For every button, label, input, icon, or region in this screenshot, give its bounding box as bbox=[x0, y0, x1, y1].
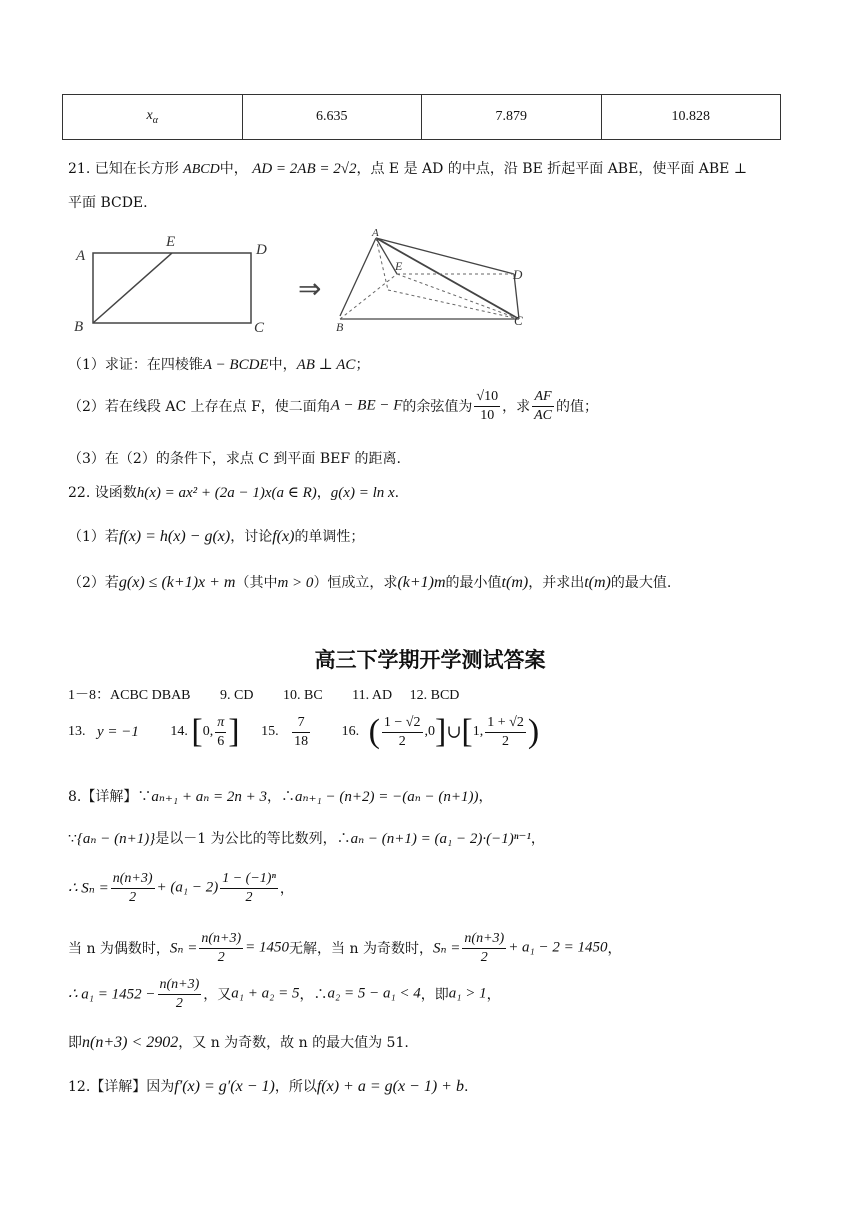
math: = 1450 bbox=[245, 939, 290, 956]
paren-right-icon: ) bbox=[527, 713, 540, 750]
bracket-right-icon: ] bbox=[228, 713, 240, 750]
label-c2: C bbox=[514, 313, 523, 328]
text: 的值； bbox=[556, 399, 598, 415]
answer-14-fraction bbox=[215, 714, 226, 750]
q21-equation: AD = 2AB = 2√2 bbox=[252, 161, 357, 177]
math: a₁ > 1 bbox=[448, 985, 487, 1002]
q21-text-zhong: 中， bbox=[219, 161, 248, 177]
fraction-sqrt10 bbox=[474, 388, 500, 424]
bracket-right-icon: ] bbox=[435, 713, 447, 750]
math-h: h(x) = ax² + (2a − 1)x(a ∈ R) bbox=[136, 485, 317, 501]
answer-10: 10. BC bbox=[282, 688, 323, 703]
denominator: 2 bbox=[217, 949, 225, 965]
sol8-line4 bbox=[68, 930, 622, 966]
text: ， bbox=[486, 987, 501, 1003]
math-tm2: t(m) bbox=[584, 574, 611, 591]
text: ， bbox=[607, 941, 622, 957]
text: 当 n 为偶数时， bbox=[68, 941, 170, 957]
math-f2: f(x) bbox=[272, 528, 295, 545]
math-dihedral: A − BE − F bbox=[330, 397, 403, 414]
math: ∴ a₁ = 1452 − bbox=[68, 986, 156, 1003]
bracket-left-icon: [ bbox=[461, 713, 473, 750]
pyramid-figure bbox=[336, 228, 523, 334]
text: ，讨论 bbox=[230, 529, 273, 545]
text: . bbox=[463, 1079, 469, 1095]
text: ， bbox=[316, 485, 331, 501]
sol8-line3 bbox=[68, 870, 294, 906]
implies-arrow-icon: ⇒ bbox=[298, 274, 322, 305]
math: aₙ₊₁ − (n+2) = −(aₙ − (n+1)) bbox=[295, 789, 479, 805]
numerator: n(n+3) bbox=[462, 930, 506, 949]
math-ineq: g(x) ≤ (k+1)x + m bbox=[118, 574, 236, 591]
fraction bbox=[111, 870, 155, 906]
label-e2: E bbox=[395, 259, 403, 273]
text: . bbox=[394, 485, 400, 501]
text: ，并求出 bbox=[528, 575, 585, 591]
text: ∵ bbox=[68, 831, 77, 847]
numerator: 1 + √2 bbox=[485, 714, 526, 733]
denominator: 10 bbox=[480, 407, 495, 423]
denominator: AC bbox=[534, 407, 552, 423]
edge-ac bbox=[376, 238, 519, 319]
numerator: 1 − (−1)ⁿ bbox=[220, 870, 278, 889]
text: 的最小值 bbox=[445, 575, 502, 591]
denominator: 2 bbox=[129, 889, 137, 905]
q21-abcd: ABCD bbox=[183, 162, 220, 177]
label-d: D bbox=[256, 242, 267, 258]
edge-ab bbox=[340, 238, 376, 316]
numerator: π bbox=[215, 714, 226, 733]
text: 即 bbox=[68, 1035, 82, 1051]
numerator: AF bbox=[532, 388, 554, 407]
fraction bbox=[220, 870, 278, 906]
math-f: f(x) = h(x) − g(x) bbox=[118, 528, 231, 545]
text: 8.【详解】∵ bbox=[68, 789, 152, 805]
table-cell: 6.635 bbox=[242, 95, 422, 140]
math: + (a₁ − 2) bbox=[156, 879, 219, 896]
answers-row2 bbox=[68, 714, 539, 750]
answer-12: 12. BCD bbox=[409, 688, 460, 703]
sol8-line1 bbox=[68, 786, 493, 806]
answer-13-label: 13. bbox=[68, 724, 86, 739]
math: a₁ + a₂ = 5 bbox=[231, 985, 300, 1002]
fraction-af-ac bbox=[532, 388, 554, 424]
math: aₙ₊₁ + aₙ = 2n + 3 bbox=[151, 789, 268, 805]
denominator: 6 bbox=[217, 733, 225, 749]
bracket-left-icon: [ bbox=[191, 713, 203, 750]
math-perp: AB ⊥ AC bbox=[296, 357, 356, 373]
denominator: 2 bbox=[398, 733, 406, 749]
q21-figures bbox=[70, 228, 550, 340]
q22-line1 bbox=[68, 482, 399, 502]
math: f′(x) = g′(x − 1) bbox=[174, 1078, 275, 1095]
text: （2）若 bbox=[68, 575, 119, 591]
text: 是以－1 为公比的等比数列，∴ bbox=[155, 831, 351, 847]
math-m: m > 0 bbox=[277, 575, 314, 591]
math: Sₙ = bbox=[432, 940, 461, 957]
answer-13: y = −1 bbox=[97, 723, 139, 740]
text: ，又 n 为奇数，故 n 的最大值为 51. bbox=[178, 1035, 409, 1051]
text: （1）若 bbox=[68, 529, 119, 545]
denominator: 18 bbox=[294, 733, 309, 749]
text: 的单调性； bbox=[294, 529, 365, 545]
q21-part1 bbox=[68, 354, 369, 374]
denominator: 2 bbox=[245, 889, 253, 905]
text: （其中 bbox=[235, 575, 278, 591]
text: 12.【详解】因为 bbox=[68, 1079, 175, 1095]
edge-ec bbox=[397, 274, 519, 319]
denominator: 2 bbox=[480, 949, 488, 965]
answer-14-left: 0, bbox=[202, 724, 214, 739]
sol8-line2 bbox=[68, 828, 545, 848]
answer-14-label: 14. bbox=[170, 724, 188, 739]
fraction bbox=[158, 976, 202, 1012]
text: ，∴ bbox=[299, 987, 328, 1003]
text: ，所以 bbox=[274, 1079, 317, 1095]
denominator: 2 bbox=[502, 733, 510, 749]
answer-1-8: 1－8：ACBC DBAB bbox=[68, 688, 191, 703]
answers-title: 高三下学期开学测试答案 bbox=[314, 648, 546, 672]
label-a2: A bbox=[372, 228, 379, 239]
label-e: E bbox=[166, 234, 176, 250]
answer-16-fraction-2 bbox=[485, 714, 526, 750]
table-cell: 10.828 bbox=[601, 95, 781, 140]
math: Sₙ = bbox=[169, 940, 198, 957]
alpha-subscript: α bbox=[152, 114, 158, 126]
numerator: n(n+3) bbox=[158, 976, 202, 995]
sol8-line5 bbox=[68, 976, 501, 1012]
critical-value-table bbox=[62, 94, 781, 140]
text: ； bbox=[355, 357, 370, 373]
math: a₂ = 5 − a₁ < 4 bbox=[327, 985, 421, 1002]
q21-part3: （3）在（2）的条件下，求点 C 到平面 BEF 的距离. bbox=[68, 451, 401, 467]
answer-11: 11. AD bbox=[352, 688, 393, 703]
text: ，求 bbox=[502, 399, 531, 415]
label-b2: B bbox=[336, 320, 344, 334]
sol12-line1 bbox=[68, 1076, 468, 1096]
math: ∴ Sₙ = bbox=[68, 880, 109, 897]
sol8-line6 bbox=[68, 1032, 409, 1052]
math: n(n+3) < 2902 bbox=[82, 1034, 179, 1051]
text: （1）求证：在四棱锥 bbox=[68, 357, 203, 373]
answer-15-label: 15. bbox=[261, 724, 279, 739]
text: ， bbox=[279, 881, 294, 897]
text: ，∴ bbox=[267, 789, 296, 805]
text: ）恒成立，求 bbox=[313, 575, 398, 591]
label-b: B bbox=[74, 319, 84, 335]
paren-left-icon: ( bbox=[368, 713, 380, 750]
q22-part1 bbox=[68, 526, 364, 546]
numerator: √10 bbox=[474, 388, 500, 407]
union-icon: ∪ bbox=[446, 721, 462, 742]
denominator: 2 bbox=[175, 995, 183, 1011]
text: ， bbox=[478, 789, 493, 805]
text: ，即 bbox=[420, 987, 449, 1003]
table-row bbox=[63, 95, 781, 140]
math: aₙ − (n+1) = (a₁ − 2)·(−1)ⁿ⁻¹ bbox=[350, 831, 531, 847]
numerator: 7 bbox=[292, 714, 310, 733]
text: ， bbox=[530, 831, 545, 847]
math: f(x) + a = g(x − 1) + b bbox=[316, 1078, 464, 1095]
math-pyramid: A − BCDE bbox=[202, 357, 269, 373]
table-cell: 7.879 bbox=[422, 95, 602, 140]
text: 无解，当 n 为奇数时， bbox=[289, 941, 433, 957]
altitude bbox=[376, 238, 388, 290]
q21-part2 bbox=[68, 388, 598, 424]
answer-16-left2: 1, bbox=[472, 724, 484, 739]
answers-row1 bbox=[68, 684, 459, 704]
q21-text-mid: ，点 E 是 AD 的中点，沿 BE 折起平面 ABE，使平面 ABE ⊥ bbox=[356, 161, 747, 177]
q21-line1 bbox=[68, 158, 747, 178]
numerator: n(n+3) bbox=[199, 930, 243, 949]
math: + a₁ − 2 = 1450 bbox=[508, 939, 608, 956]
q22-part2 bbox=[68, 572, 671, 592]
answer-9: 9. CD bbox=[220, 688, 254, 703]
text: ，又 bbox=[203, 987, 232, 1003]
text: 22. 设函数 bbox=[68, 485, 137, 501]
segment-be bbox=[93, 253, 172, 323]
q21-text: 21. 已知在长方形 bbox=[68, 161, 179, 177]
answer-16-label: 16. bbox=[341, 724, 360, 739]
math: {aₙ − (n+1)} bbox=[76, 831, 156, 847]
answer-16-mid: ,0 bbox=[424, 724, 435, 739]
text: （2）若在线段 AC 上存在点 F，使二面角 bbox=[68, 399, 331, 415]
rectangle-figure bbox=[74, 234, 267, 336]
text: 中， bbox=[268, 357, 297, 373]
math-g: g(x) = ln x bbox=[330, 485, 395, 501]
answer-16-fraction-1 bbox=[382, 714, 423, 750]
label-d2: D bbox=[513, 267, 523, 282]
table-cell-label bbox=[63, 95, 243, 140]
label-c: C bbox=[254, 320, 265, 336]
math-tm: t(m) bbox=[501, 574, 529, 591]
text: 的余弦值为 bbox=[402, 399, 473, 415]
math-km: (k+1)m bbox=[397, 574, 446, 591]
label-a: A bbox=[76, 248, 86, 264]
answer-15-fraction bbox=[292, 714, 310, 750]
q21-line2: 平面 BCDE. bbox=[68, 195, 148, 211]
x-alpha-label: x bbox=[146, 108, 153, 124]
rectangle-abcd bbox=[93, 253, 251, 323]
text: 的最大值. bbox=[610, 575, 672, 591]
numerator: n(n+3) bbox=[111, 870, 155, 889]
fraction bbox=[199, 930, 243, 966]
numerator: 1 − √2 bbox=[382, 714, 423, 733]
fraction bbox=[462, 930, 506, 966]
